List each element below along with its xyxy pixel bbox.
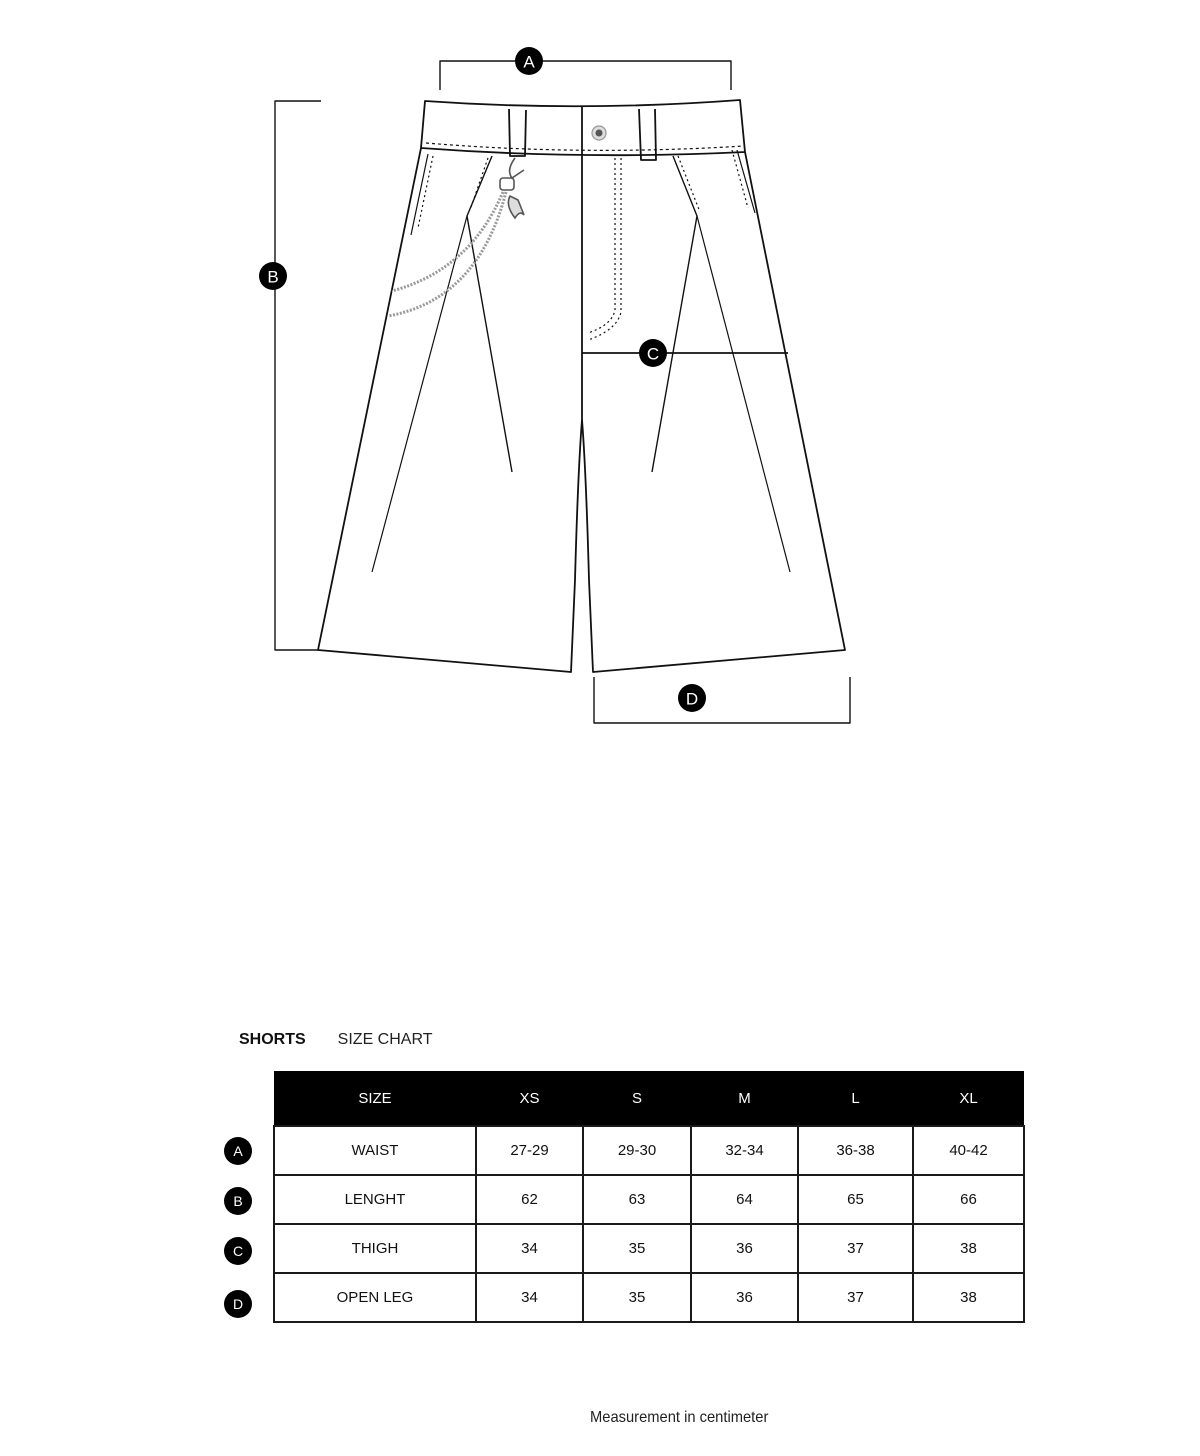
svg-text:D: D (685, 689, 699, 709)
table-cell: 35 (583, 1224, 691, 1273)
table-cell: 66 (913, 1175, 1024, 1224)
table-cell: 27-29 (476, 1126, 583, 1175)
table-row-thigh (274, 1224, 1024, 1273)
table-cell: 36-38 (798, 1126, 913, 1175)
dimension-line-d (594, 677, 850, 723)
row-marker-c: C (224, 1237, 252, 1265)
column-header-m: M (691, 1071, 798, 1126)
chart-subtitle: SIZE CHART (337, 1031, 433, 1048)
table-row-waist (274, 1126, 1024, 1175)
marker-b (259, 262, 287, 290)
measurement-note: Measurement in centimeter (590, 1409, 769, 1426)
table-cell: 34 (476, 1273, 583, 1322)
marker-d (678, 684, 706, 712)
table-cell: 37 (798, 1273, 913, 1322)
svg-text:B: B (267, 267, 279, 287)
table-cell: 63 (583, 1175, 691, 1224)
row-label: THIGH (274, 1224, 476, 1273)
column-header-s: S (583, 1071, 691, 1126)
table-cell: 62 (476, 1175, 583, 1224)
column-header-xl: XL (913, 1071, 1024, 1126)
belt-loop-right (639, 109, 656, 160)
table-header-row (274, 1071, 1024, 1126)
table-cell: 36 (691, 1224, 798, 1273)
table-row-open-leg (274, 1273, 1024, 1322)
table-cell: 65 (798, 1175, 913, 1224)
table-cell: 35 (583, 1273, 691, 1322)
column-header-l: L (798, 1071, 913, 1126)
table-cell: 34 (476, 1224, 583, 1273)
column-header-size: SIZE (274, 1071, 476, 1126)
row-label: LENGHT (274, 1175, 476, 1224)
table-cell: 38 (913, 1224, 1024, 1273)
chain (388, 192, 506, 316)
dimension-line-a (440, 61, 731, 90)
waistband (421, 100, 745, 155)
row-label: OPEN LEG (274, 1273, 476, 1322)
table-cell: 29-30 (583, 1126, 691, 1175)
table-cell: 32-34 (691, 1126, 798, 1175)
left-leg-outline (318, 148, 582, 672)
size-chart-table (273, 1071, 1025, 1323)
table-cell: 38 (913, 1273, 1024, 1322)
marker-a (515, 47, 543, 75)
dimension-line-b (275, 101, 321, 650)
marker-c (639, 339, 667, 367)
chart-heading (239, 1031, 433, 1049)
column-header-xs: XS (476, 1071, 583, 1126)
table-row-length (274, 1175, 1024, 1224)
row-marker-d: D (224, 1290, 252, 1318)
product-title: SHORTS (239, 1031, 306, 1048)
table-cell: 36 (691, 1273, 798, 1322)
keychain-icon (500, 158, 524, 218)
row-label: WAIST (274, 1126, 476, 1175)
svg-text:C: C (646, 344, 660, 364)
button-icon (592, 126, 606, 140)
table-cell: 37 (798, 1224, 913, 1273)
table-cell: 64 (691, 1175, 798, 1224)
row-marker-b: B (224, 1187, 252, 1215)
row-marker-a: A (224, 1137, 252, 1165)
table-cell: 40-42 (913, 1126, 1024, 1175)
svg-text:A: A (523, 52, 535, 72)
